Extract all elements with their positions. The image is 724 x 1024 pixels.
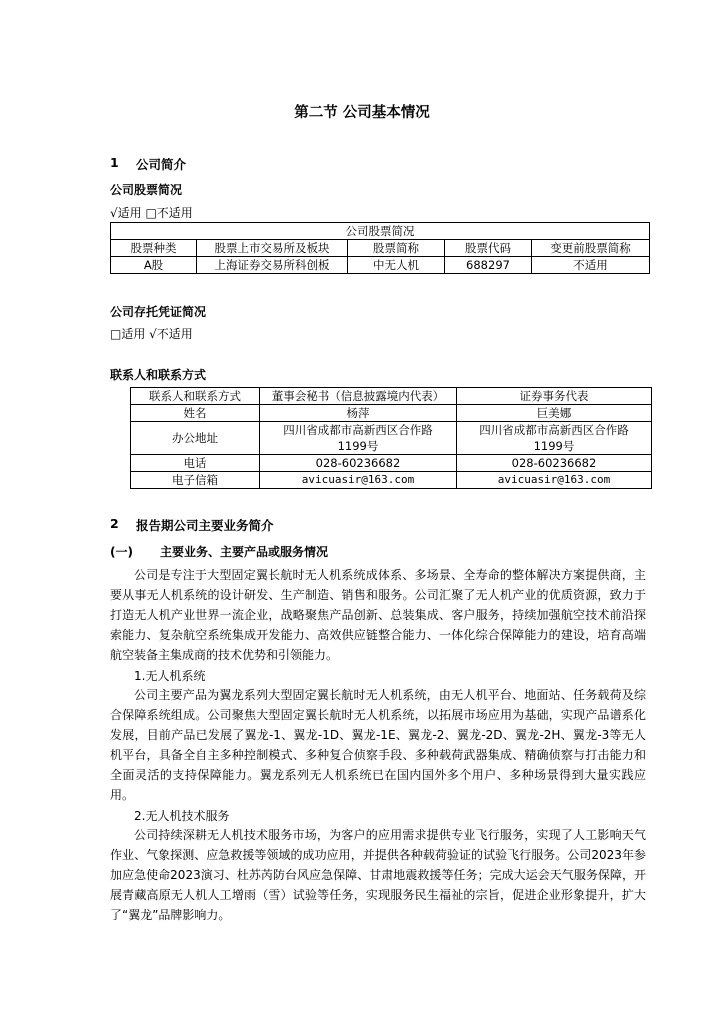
table-header-cell: 联系人和联系方式 xyxy=(131,388,260,405)
paragraph-business-intro: 公司是专注于大型固定翼长航时无人机系统成体系、多场景、全寿命的整体解决方案提供商，主要从事无人机系统的设计研发、生产制造、销售和服务。公司汇聚了无人机产业的优质资源，致力于打造无人机产业世界一流企业，战略聚焦产品创新、总装集成、客户服务，持续加强航空技术前沿探索能力、复杂航空系统集成开发能力、高效供应链整合能力、一体化综合保障能力的建设，培育高端航空装备主集成商的技术优势和引领能力。 xyxy=(110,568,646,662)
table-header-cell: 股票简称 xyxy=(348,240,445,257)
table-cell: 杨萍 xyxy=(260,405,457,422)
section-1-heading: 公司简介 xyxy=(136,157,187,172)
table-cell: 巨美娜 xyxy=(457,405,652,422)
table-row xyxy=(131,405,652,422)
table-cell: 不适用 xyxy=(532,257,650,274)
paragraph-uav-service: 公司持续深耕无人机技术服务市场，为客户的应用需求提供专业飞行服务，实现了人工影响天气作业、气象探测、应急救援等领域的成功应用，并提供各种载荷验证的试验飞行服务。公司2023年参加应急使命2023演习、杜苏芮防台风应急保障、甘肃地震救援等任务；完成大运会天气服务保障，开展青藏高原无人机人工增雨（雪）试验等任务，实现服务民生福祉的宗旨，促进企业形象提升，扩大了“翼龙”品牌影响力。 xyxy=(110,828,646,922)
stock-applicable-checks: √适用 □不适用 xyxy=(110,206,193,220)
table-cell: 028-60236682 xyxy=(260,455,457,472)
table-cell: 四川省成都市高新西区合作路1199号 xyxy=(260,422,457,455)
section-1-number: 1 xyxy=(110,155,119,170)
table-cell: 028-60236682 xyxy=(457,455,652,472)
table-cell: A股 xyxy=(111,257,197,274)
contact-heading: 联系人和联系方式 xyxy=(110,368,207,382)
table-header-cell: 股票代码 xyxy=(445,240,532,257)
stock-table xyxy=(110,222,650,274)
email-link[interactable]: avicuasir@163.com xyxy=(457,472,652,489)
table-cell: 四川省成都市高新西区合作路1199号 xyxy=(457,422,652,455)
table-header-cell: 变更前股票简称 xyxy=(532,240,650,257)
table-cell: 姓名 xyxy=(131,405,260,422)
table-row xyxy=(111,257,650,274)
page-title: 第二节 公司基本情况 xyxy=(294,105,430,121)
table-header-cell: 证券事务代表 xyxy=(457,388,652,405)
subsection-heading: 主要业务、主要产品或服务情况 xyxy=(160,545,329,559)
subheading-uav-service: 2.无人机技术服务 xyxy=(134,809,230,823)
email-link[interactable]: avicuasir@163.com xyxy=(260,472,457,489)
table-row xyxy=(131,422,652,455)
subheading-uav-system: 1.无人机系统 xyxy=(134,669,206,683)
stock-table-title: 公司股票简况 xyxy=(111,223,650,240)
table-cell: 上海证券交易所科创板 xyxy=(197,257,348,274)
table-row xyxy=(131,388,652,405)
table-header-cell: 股票上市交易所及板块 xyxy=(197,240,348,257)
depository-applicable-checks: □适用 √不适用 xyxy=(110,327,193,341)
contact-table xyxy=(130,387,652,489)
table-cell: 中无人机 xyxy=(348,257,445,274)
table-row xyxy=(131,455,652,472)
subsection-number: (一) xyxy=(110,545,133,559)
table-cell: 688297 xyxy=(445,257,532,274)
table-cell: 办公地址 xyxy=(131,422,260,455)
table-header-cell: 股票种类 xyxy=(111,240,197,257)
table-row xyxy=(111,240,650,257)
table-header-cell: 董事会秘书（信息披露境内代表） xyxy=(260,388,457,405)
table-cell: 电子信箱 xyxy=(131,472,260,489)
section-2-number: 2 xyxy=(110,516,119,531)
section-2-heading: 报告期公司主要业务简介 xyxy=(136,518,274,533)
depository-heading: 公司存托凭证简况 xyxy=(110,305,207,319)
table-cell: 电话 xyxy=(131,455,260,472)
stock-heading: 公司股票简况 xyxy=(110,183,183,197)
paragraph-uav-system: 公司主要产品为翼龙系列大型固定翼长航时无人机系统，由无人机平台、地面站、任务载荷及综合保障系统组成。公司聚焦大型固定翼长航时无人机系统，以拓展市场应用为基础，实现产品谱系化发展，目前产品已发展了翼龙-1、翼龙-1D、翼龙-1E、翼龙-2、翼龙-2D、翼龙-2H、翼龙-3等无人机平台，具备全自主多种控制模式、多种复合侦察手段、多种载荷武器集成、精确侦察与打击能力和全面灵活的支持保障能力。翼龙系列无人机系统已在国内国外多个用户、多种场景得到大量实践应用。 xyxy=(110,688,646,802)
table-row xyxy=(131,472,652,489)
